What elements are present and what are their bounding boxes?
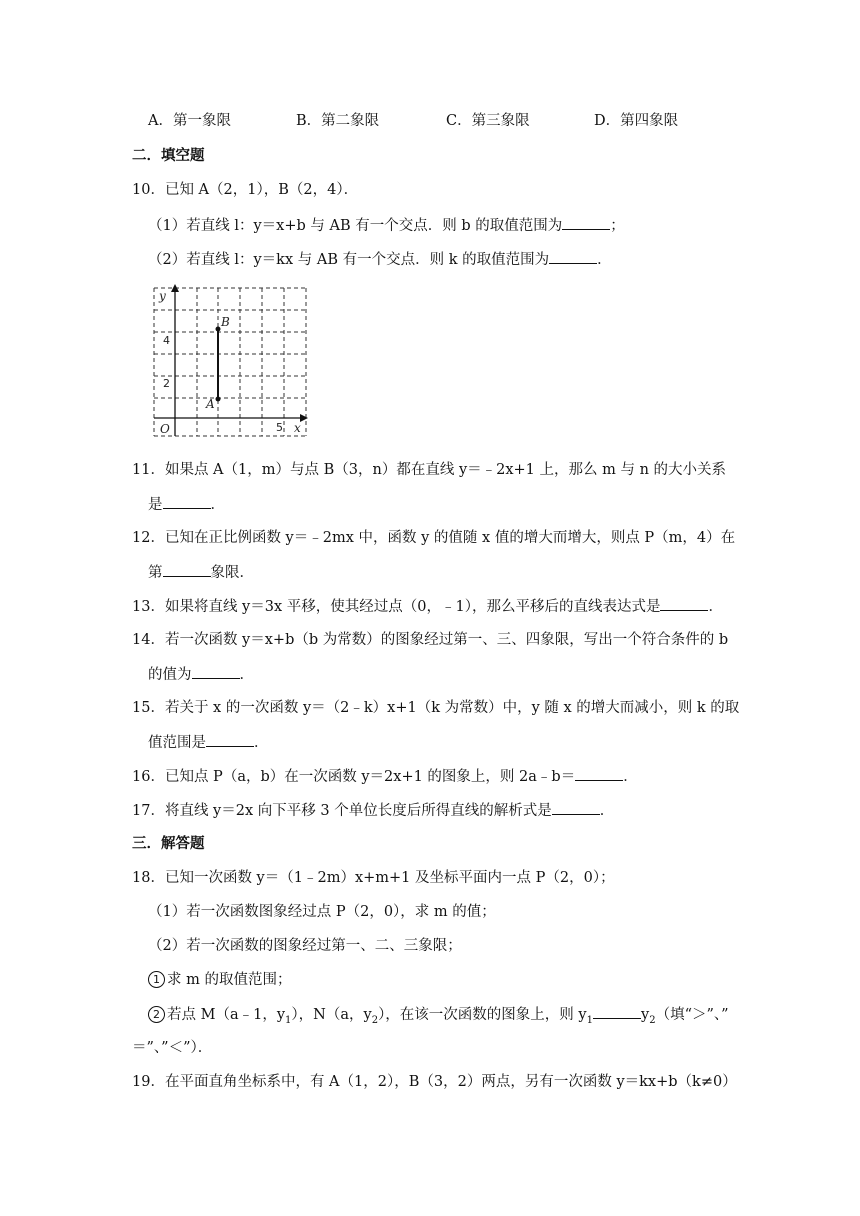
option-c: C．第三象限 (446, 113, 530, 129)
answer-blank (575, 766, 623, 781)
q14-line1: 14．若一次函数 y＝x+b（b 为常数）的图象经过第一、三、四象限，写出一个符合条件的 b (132, 632, 729, 648)
section-fill-title: 二．填空题 (132, 147, 205, 164)
point-b-dot (216, 327, 221, 332)
x-axis-label: x (294, 421, 301, 435)
q14-line2: 的值为 ． (148, 664, 254, 685)
answer-blank (593, 1004, 641, 1019)
point-a-dot (216, 397, 221, 402)
y-tick-2: 2 (163, 377, 170, 390)
q12-line1: 12．已知在正比例函数 y＝﹣2mx 中，函数 y 的值随 x 值的增大而增大，则点 P（m，4）在 (132, 530, 736, 546)
q10-part2: （2）若直线 l：y＝kx 与 AB 有一个交点．则 k 的取值范围为 ． (148, 249, 612, 270)
q15-line2: 值范围是 ． (148, 732, 269, 753)
option-d: D．第四象限 (594, 113, 679, 129)
point-b-label: B (221, 315, 230, 329)
q18-sub2: 2 若点 M（a﹣1，$y_1$），N（a，$y_2$），在该一次函数的图象上，则 $y_1$ $y_2$（填“＞”、” (148, 1004, 729, 1031)
q19-line1: 19．在平面直角坐标系中，有 A（1，2），B（3，2）两点，另有一次函数 y＝kx+b（k≠0） (132, 1074, 737, 1090)
q13-line1: 13．如果将直线 y＝3x 平移，使其经过点（0，﹣1），那么平移后的直线表达式是 ． (132, 596, 723, 617)
answer-blank (163, 562, 211, 577)
q10-stem: 10．已知 A（2，1），B（2，4）． (132, 182, 359, 198)
answer-blank (552, 800, 600, 815)
q18-line-end: ＝”、”＜”）． (132, 1040, 213, 1056)
coordinate-grid-figure (148, 282, 312, 440)
y-axis-label: y (159, 289, 166, 303)
answer-blank (549, 249, 597, 264)
answer-blank (163, 494, 211, 509)
option-b: B．第二象限 (296, 113, 380, 129)
answer-blank (562, 215, 610, 230)
q10-part1: （1）若直线 l：y＝x+b 与 AB 有一个交点．则 b 的取值范围为 ； (148, 215, 625, 236)
q11-line2: 是 ． (148, 494, 225, 515)
q18-line1: 18．已知一次函数 y＝（1﹣2m）x+m+1 及坐标平面内一点 P（2，0）； (132, 870, 615, 886)
answer-blank (206, 732, 254, 747)
circled-number-2: 2 (148, 1006, 165, 1023)
answer-blank (660, 596, 708, 611)
q16-line1: 16．已知点 P（a，b）在一次函数 y＝2x+1 的图象上，则 2a﹣b＝ ． (132, 766, 638, 787)
q11-line1: 11．如果点 A（1，m）与点 B（3，n）都在直线 y＝﹣2x+1 上，那么 m 与 n 的大小关系 (132, 462, 727, 478)
section-solve-title: 三．解答题 (132, 835, 205, 852)
point-a-label: A (206, 397, 215, 411)
answer-blank (192, 664, 240, 679)
q17-line1: 17．将直线 y＝2x 向下平移 3 个单位长度后所得直线的解析式是 ． (132, 800, 614, 821)
x-tick-5: 5 (276, 421, 283, 434)
q18-part1: （1）若一次函数图象经过点 P（2，0），求 m 的值； (148, 904, 496, 920)
q18-part2: （2）若一次函数的图象经过第一、二、三象限； (148, 938, 462, 954)
q18-sub1: 1 求 m 的取值范围； (148, 970, 291, 990)
option-a: A．第一象限 (148, 113, 231, 129)
q12-line2: 第 象限． (148, 562, 254, 583)
circled-number-1: 1 (148, 971, 165, 988)
q15-line1: 15．若关于 x 的一次函数 y＝（2﹣k）x+1（k 为常数）中，y 随 x 的增大而减小，则 k 的取 (132, 700, 740, 716)
origin-label: O (160, 422, 170, 436)
y-tick-4: 4 (163, 334, 170, 347)
